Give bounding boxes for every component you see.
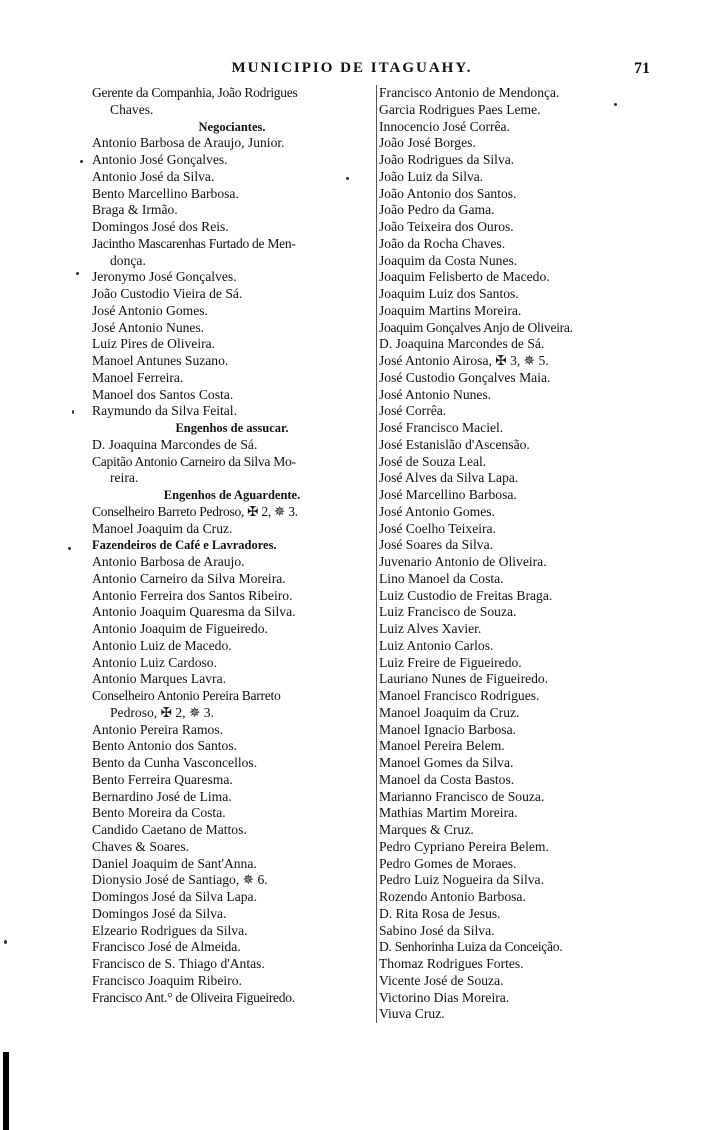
list-item: Bento da Cunha Vasconcellos. (92, 755, 258, 770)
list-item: João Rodrigues da Silva. (379, 152, 515, 167)
list-item: Mathias Martim Moreira. (379, 805, 518, 821)
list-item: José Francisco Maciel. (379, 420, 504, 435)
list-item: Antonio Marques Lavra. (92, 671, 227, 687)
list-item: Antonio Joaquim de Figueiredo. (92, 621, 268, 636)
list-item: Manoel Pereira Belem. (379, 738, 505, 754)
list-item: Domingos José da Silva Lapa. (92, 889, 257, 904)
list-item: Luiz Antonio Carlos. (379, 637, 494, 653)
list-item: Francisco Antonio de Mendonça. (379, 85, 560, 100)
list-item: Antonio Luiz de Macedo. (92, 637, 232, 653)
list-item: Bernardino José de Lima. (92, 788, 232, 804)
list-item: Sabino José da Silva. (379, 922, 495, 938)
list-item: Candido Caetano de Mattos. (92, 822, 247, 837)
list-item: Rozendo Antonio Barbosa. (379, 889, 526, 904)
list-item: Bento Ferreira Quaresma. (92, 771, 233, 787)
list-item: Thomaz Rodrigues Fortes. (379, 956, 524, 971)
scan-speck (346, 177, 349, 180)
list-item: Joaquim Gonçalves Anjo de Oliveira. (379, 319, 573, 335)
list-item: Victorino Dias Moreira. (379, 989, 510, 1005)
section-heading: Fazendeiros de Café e Lavradores. (92, 538, 277, 553)
list-item: José Estanislão d'Ascensão. (379, 436, 530, 452)
list-item: Chaves & Soares. (92, 838, 190, 854)
list-item: Lino Manoel da Costa. (379, 570, 504, 586)
list-item: Luiz Custodio de Freitas Braga. (379, 587, 553, 603)
list-item: Joaquim da Costa Nunes. (379, 252, 518, 268)
list-item: Luiz Pires de Oliveira. (92, 336, 216, 352)
list-item: Antonio José da Silva. (92, 168, 215, 184)
list-item: Joaquim Martins Moreira. (379, 302, 522, 318)
list-item: Domingos José da Silva. (92, 905, 227, 921)
list-item: Lauriano Nunes de Figueiredo. (379, 671, 549, 687)
list-item: Conselheiro Antonio Pereira Barreto (92, 688, 281, 703)
list-item: José Antonio Gomes. (92, 302, 208, 318)
left-column (92, 85, 372, 1006)
list-item: Joaquim Luiz dos Santos. (379, 286, 519, 301)
list-item: João Pedro da Gama. (379, 202, 495, 218)
list-item: Antonio Carneiro da Silva Moreira. (92, 570, 286, 586)
list-item: Raymundo da Silva Feital. (92, 403, 237, 419)
list-item: Antonio Luiz Cardoso. (92, 654, 217, 670)
scan-speck (68, 547, 71, 550)
list-item: Joaquim Felisberto de Macedo. (379, 269, 550, 285)
list-item: Antonio Barbosa de Araujo. (92, 554, 245, 569)
list-item: José Soares da Silva. (379, 537, 494, 553)
list-item: Bento Moreira da Costa. (92, 805, 226, 821)
list-item: Manoel Joaquim da Cruz. (379, 704, 520, 720)
list-item: Manoel Ignacio Barbosa. (379, 721, 517, 737)
list-item: João Custodio Vieira de Sá. (92, 286, 243, 301)
list-item: Bento Marcellino Barbosa. (92, 185, 239, 201)
list-item: Luiz Alves Xavier. (379, 621, 482, 636)
list-item: João José Borges. (379, 135, 476, 151)
list-item: Dionysio José de Santiago, ✵ 6. (92, 872, 268, 888)
list-item: Chaves. (110, 101, 154, 117)
list-item: João da Rocha Chaves. (379, 235, 506, 251)
list-item: D. Rita Rosa de Jesus. (379, 905, 501, 921)
list-item: Manoel Francisco Rodrigues. (379, 688, 540, 703)
list-item: Daniel Joaquim de Sant'Anna. (92, 855, 257, 871)
list-item: Garcia Rodrigues Paes Leme. (379, 101, 541, 117)
list-item: José Alves da Silva Lapa. (379, 470, 519, 486)
list-item: Marques & Cruz. (379, 822, 474, 837)
list-item: Manoel Antunes Suzano. (92, 353, 229, 368)
list-item: D. Senhorinha Luiza da Conceição. (379, 939, 563, 955)
list-item: Jeronymo José Gonçalves. (92, 269, 237, 285)
list-item: José Marcellino Barbosa. (379, 487, 517, 502)
list-item: Manoel da Costa Bastos. (379, 771, 515, 787)
list-item: Manoel Gomes da Silva. (379, 755, 514, 770)
list-item: João Antonio dos Santos. (379, 185, 517, 201)
list-item: Gerente da Companhia, João Rodrigues (92, 85, 298, 100)
list-item: José Custodio Gonçalves Maia. (379, 369, 551, 385)
list-item: Manoel Ferreira. (92, 369, 184, 385)
list-item: Jacintho Mascarenhas Furtado de Men- (92, 235, 296, 251)
scan-speck (4, 940, 7, 944)
list-item: Antonio Joaquim Quaresma da Silva. (92, 604, 296, 620)
list-item: D. Joaquina Marcondes de Sá. (379, 336, 545, 352)
list-item: Viuva Cruz. (379, 1006, 445, 1022)
list-item: Pedroso, ✠ 2, ✵ 3. (110, 704, 214, 720)
list-item: reira. (110, 470, 139, 486)
list-item: Antonio Barbosa de Araujo, Junior. (92, 135, 285, 151)
list-item: Marianno Francisco de Souza. (379, 788, 545, 804)
list-item: José Antonio Airosa, ✠ 3, ✵ 5. (379, 353, 549, 368)
list-item: Capitão Antonio Carneiro da Silva Mo- (92, 453, 296, 469)
list-item: Innocencio José Corrêa. (379, 118, 510, 134)
list-item: Vicente José de Souza. (379, 972, 504, 988)
list-item: Manoel dos Santos Costa. (92, 386, 234, 402)
section-heading: Negociantes. (198, 119, 266, 134)
list-item: Braga & Irmão. (92, 202, 178, 218)
list-item: José Coelho Teixeira. (379, 520, 496, 536)
list-item: Francisco Joaquim Ribeiro. (92, 972, 242, 988)
list-item: José Corrêa. (379, 403, 447, 419)
list-item: Antonio Ferreira dos Santos Ribeiro. (92, 587, 293, 603)
list-item: D. Joaquina Marcondes de Sá. (92, 436, 258, 452)
list-item: Bento Antonio dos Santos. (92, 738, 238, 754)
right-column (376, 85, 641, 1023)
page-binding-edge (3, 1052, 9, 1130)
list-item: Conselheiro Barreto Pedroso, ✠ 2, ✵ 3. (92, 503, 298, 519)
list-item: João Teixeira dos Ouros. (379, 219, 514, 234)
list-item: Antonio José Gonçalves. (92, 152, 228, 167)
list-item: Pedro Luiz Nogueira da Silva. (379, 872, 544, 888)
list-item: donça. (110, 252, 146, 268)
list-item: Pedro Gomes de Moraes. (379, 855, 517, 871)
scan-speck (72, 410, 74, 414)
list-item: Pedro Cypriano Pereira Belem. (379, 838, 549, 854)
list-item: Manoel Joaquim da Cruz. (92, 520, 233, 536)
list-item: José Antonio Nunes. (379, 386, 492, 402)
list-item: Francisco de S. Thiago d'Antas. (92, 956, 265, 971)
scan-speck (76, 272, 79, 275)
page-number: 71 (634, 60, 650, 77)
list-item: Domingos José dos Reis. (92, 219, 229, 234)
list-item: Francisco Ant.° de Oliveira Figueiredo. (92, 989, 295, 1005)
section-heading: Engenhos de Aguardente. (163, 488, 301, 502)
page-title: MUNICIPIO DE ITAGUAHY. (231, 60, 473, 76)
list-item: João Luiz da Silva. (379, 168, 484, 184)
list-item: José de Souza Leal. (379, 453, 487, 469)
list-item: Juvenario Antonio de Oliveira. (379, 554, 547, 569)
scan-speck (80, 160, 83, 163)
list-item: Luiz Freire de Figueiredo. (379, 654, 522, 670)
list-item: Francisco José de Almeida. (92, 939, 241, 955)
list-item: José Antonio Nunes. (92, 319, 205, 335)
list-item: José Antonio Gomes. (379, 503, 495, 519)
section-heading: Engenhos de assucar. (175, 421, 289, 435)
list-item: Elzeario Rodrigues da Silva. (92, 922, 248, 938)
list-item: Antonio Pereira Ramos. (92, 721, 224, 737)
scan-speck (614, 103, 617, 106)
list-item: Luiz Francisco de Souza. (379, 604, 517, 620)
